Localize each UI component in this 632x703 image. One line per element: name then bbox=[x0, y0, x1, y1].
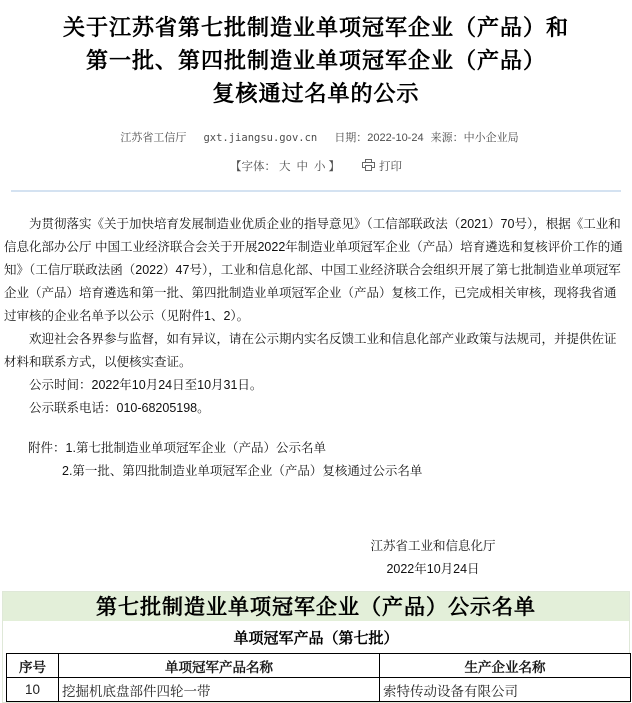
attachment-line-2 bbox=[4, 460, 627, 483]
page-title-line2: 第一批、第四批制造业单项冠军企业（产品） bbox=[85, 48, 546, 73]
champion-table bbox=[6, 653, 631, 702]
publish-date: 日期：2022-10-24 bbox=[334, 132, 424, 144]
paragraph-2: 欢迎社会各界参与监督，如有异议，请在公示期内实名反馈工业和信息化部产业政策与法规司，并提供佐证材料和联系方式，以便核实查证。 bbox=[4, 332, 617, 369]
font-size-suffix: 】 bbox=[328, 161, 340, 173]
paragraph-1: 为贯彻落实《关于加快培育发展制造业优质企业的指导意见》（工信部联政法（2021）70号），根据《工业和信息化部办公厅 中国工业经济联合会关于开展2022年制造业单项冠军企业（产品）培育遴选和复核评价工作的通知》（工信厅联政法函（2022）47号），工业和信息化部、中国工业经济联合会组织开展了第七批制造业单项冠军企业（产品）培育遴选和第一批、第四批制造业单项冠军企业（产品）复核工作，已完成相关审核，现将我省通过审核的企业名单予以公示（见附件1、2）。 bbox=[4, 217, 623, 323]
header-product-name: 单项冠军产品名称 bbox=[59, 654, 380, 678]
table-row bbox=[7, 678, 631, 702]
attachment-block bbox=[4, 437, 627, 483]
page-title bbox=[0, 0, 632, 110]
document-body bbox=[4, 213, 627, 581]
attachment-link-2[interactable]: 2.第一批、第四批制造业单项冠军企业（产品）复核通过公示名单 bbox=[62, 464, 423, 478]
font-size-medium-button[interactable]: 中 bbox=[296, 161, 308, 173]
attachment-link-1[interactable]: 1.第七批制造业单项冠军企业（产品）公示名单 bbox=[65, 441, 326, 455]
cell-serial-no: 10 bbox=[7, 678, 59, 702]
source-label: 来源：中小企业局 bbox=[430, 132, 519, 144]
site-domain: gxt.jiangsu.gov.cn bbox=[203, 132, 318, 144]
publicity-period: 公示时间：2022年10月24日至10月31日。 bbox=[29, 378, 263, 392]
table-title: 第七批制造业单项冠军企业（产品）公示名单 bbox=[3, 592, 629, 621]
printer-icon bbox=[362, 161, 379, 173]
contact-phone: 公示联系电话：010-68205198。 bbox=[29, 401, 210, 415]
attachment-label: 附件： bbox=[28, 441, 66, 455]
table-subtitle: 单项冠军产品（第七批） bbox=[3, 621, 629, 653]
toolbar-row bbox=[0, 158, 632, 174]
signature-date: 2022年10月24日 bbox=[386, 562, 480, 576]
meta-row bbox=[0, 129, 632, 145]
table-header-row bbox=[7, 654, 631, 678]
page-title-line3: 复核通过名单的公示 bbox=[212, 81, 420, 106]
header-serial-no: 序号 bbox=[7, 654, 59, 678]
print-label: 打印 bbox=[379, 161, 402, 173]
cell-product-name: 挖掘机底盘部件四轮一带 bbox=[59, 678, 380, 702]
cell-company-name: 索特传动设备有限公司 bbox=[380, 678, 631, 702]
page-title-line1: 关于江苏省第七批制造业单项冠军企业（产品）和 bbox=[62, 15, 569, 40]
attachment-line-1 bbox=[4, 437, 627, 460]
font-size-large-button[interactable]: 大 bbox=[279, 161, 291, 173]
print-button[interactable] bbox=[362, 161, 402, 173]
signer-name: 江苏省工业和信息化厅 bbox=[370, 539, 496, 553]
header-company-name: 生产企业名称 bbox=[380, 654, 631, 678]
font-size-small-button[interactable]: 小 bbox=[314, 161, 326, 173]
font-size-prefix: 【字体： bbox=[230, 161, 276, 173]
publisher-label: 江苏省工信厅 bbox=[120, 132, 187, 144]
champion-list-table bbox=[2, 591, 630, 703]
signature-block bbox=[338, 535, 528, 581]
divider-line bbox=[11, 190, 621, 192]
